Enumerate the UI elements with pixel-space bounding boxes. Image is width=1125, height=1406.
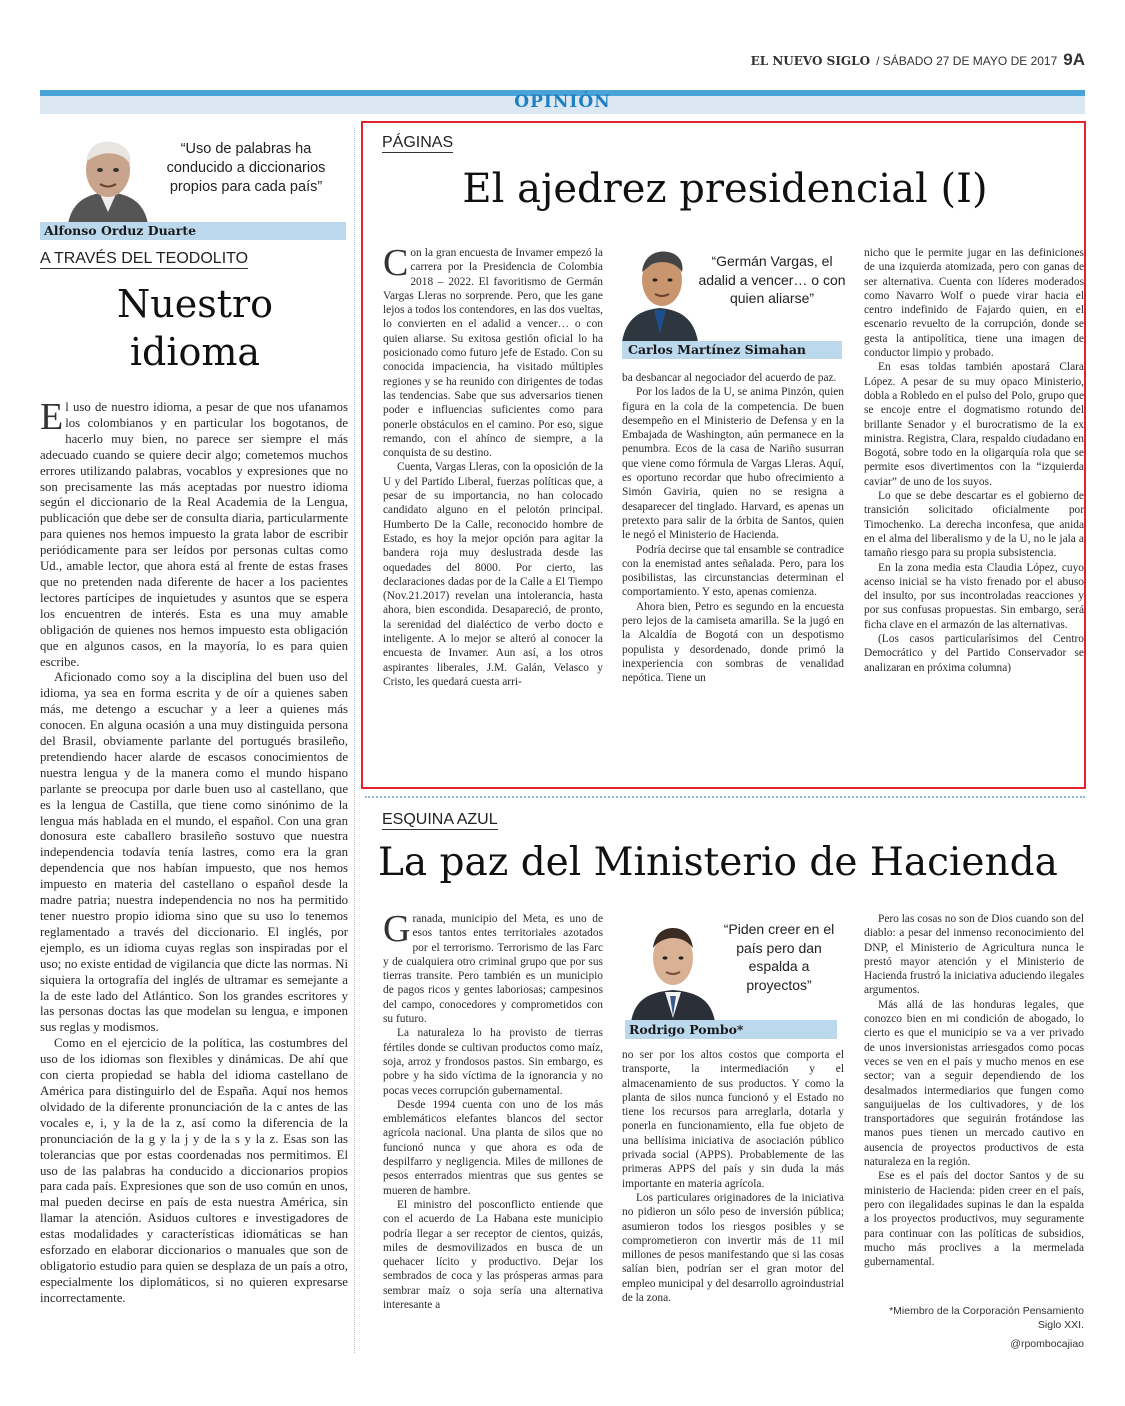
masthead [751, 50, 1085, 70]
section-divider [365, 796, 1085, 798]
paragraph: Granada, municipio del Meta, es uno de esos tantos entes territoriales azotados por el terrorismo. Terrorismo de las Farc y de cualquiera otro criminal grupo que por sus tierras transite. Pero también es un municipio de pagos ricos y gentes laboriosas; campesinos del campo, conocedores y comprometidos con su futuro. [383, 912, 603, 1026]
paper-name: EL NUEVO SIGLO [750, 54, 871, 68]
paragraph: Ese es el país del doctor Santos y de su ministerio de Hacienda: piden creer en el país, pero con ilegalidades supinas le dan la espalda a los proyectos productivos, muy seguramente para continuar con las políticas de subsidios, mucho más proclives a la mermelada gubernamental. [864, 1170, 1084, 1269]
pull-quote-pombo: “Piden creer en el país pero dan espalda a proyectos” [723, 921, 835, 993]
twitter-handle: @rpombocajiao [1010, 1338, 1084, 1350]
paragraph: no ser por los altos costos que comporta el transporte, la intermediación y el almacenamiento de sus productos. Y como la planta de silos nunca funcionó y el Estado no tiene los recursos para arreglarla, dotarla y ponerla en funcionamiento, ella fue objeto de una bellísima iniciativa de asociación público privada social (APPS). Probablemente de las primeras APPS del país y sin duda la más importante en materia agrícola. [622, 1049, 844, 1190]
author-photo-pombo [625, 912, 721, 1022]
headline-idioma: Nuestro idioma [116, 282, 274, 374]
hacienda-column-3 [864, 912, 1084, 1307]
ajedrez-column-1 [383, 246, 603, 786]
paragraph: Pero las cosas no son de Dios cuando son del diablo: a pesar del inmenso reconocimiento del DNP, el Ministerio de Agricultura nunca le prestó mayor atención y el Ministerio de Hacienda frustró la iniciativa aduciendo ilegales argumentos. [864, 913, 1084, 997]
author-photo-orduz [62, 132, 154, 224]
paragraph: El ministro del posconflicto entiende que con el acuerdo de La Habana este municipio podría llegar a ser receptor de cientos, quizás, miles de desmovilizados en busca de un quehacer lícito y productivo. Dejar los sembrados de coca y las prósperas armas para sembrar maíz o soja sería una alternativa interesante a [383, 1198, 603, 1312]
paragraph: Más allá de las honduras legales, que conozco bien en mi condición de abogado, lo cierto es que el municipio se va a ver privado de unos inversionistas arriesgados como pocas veces se ven en el país y mucho menos en ese sector; van a seguir dependiendo de los desalmados intermediarios que fungen como sanguijuelas de los cultivadores, y de los transportadores que seguirán frotándose las manos pues tienen un mercado cautivo en ausencia de proyectos productivos de esta naturaleza en la región. [864, 998, 1084, 1169]
paragraph: ba desbancar al negociador del acuerdo de paz. [622, 372, 837, 384]
section-title: OPINIÓN [514, 92, 611, 112]
paragraph: Como en el ejercicio de la política, las costumbres del uso de los idiomas son flexibles y dinámicas. De ahí que con cierta propiedad se habla del idioma castellano de América para distinguirlo del de España. Aquí nos hemos olvidado de la diferente pronunciación de la c antes de las vocales e, i, y la de la z, así como la diferencia de la pronunciación de la g y la j y de la s y la z. Esas son las tolerancias que por estas coordenadas nos permitimos. El uso de las palabras ha conducido a diccionarios propios para cada país. Expresiones que son de uso común en unos, mal pueden decirse en país de esta nuestra América, sin llamar la atención. Asiduos cultores e investigadores de estas modalidades y características idiomáticas se han esforzado en elaborar diccionarios o manuales que son de obligatorio estudio para quien se desplaza de un país a otro, especialmente los diplomáticos, si no quieren expresarse incorrectamente. [40, 1036, 348, 1305]
paragraph: Los particulares originadores de la iniciativa no pidieron un sólo peso de inversión pública; asumieron todos los riesgos posibles y se comprometieron con invertir más de 11 mil millones de pesos manifestando que si las cosas salían bien, podrían ser el gran motor del empleo municipal y del desarrollo agroindustrial de la zona. [622, 1191, 844, 1305]
page-number: 9A [1063, 50, 1085, 69]
paragraph: La naturaleza lo ha provisto de tierras fértiles donde se cultivan productos como maíz, soja, arroz y frondosos pastos. Sin embargo, es pobre y ha sido víctima de la ignorancia y no pocas veces corrupción gubernamental. [383, 1027, 603, 1097]
ajedrez-column-2 [622, 371, 844, 786]
author-name-orduz: Alfonso Orduz Duarte [40, 222, 346, 240]
author-footnote: *Miembro de la Corporación Pensamiento Siglo XXI. [889, 1305, 1084, 1331]
paragraph: En esas toldas también apostará Clara López. A pesar de su muy opaco Ministerio, dobla a Robledo en el pulso del Polo, grupo que se encoje entre el dogmatismo rotundo del brillante Senador y el burocratismo de la ex ministra. Registra, Clara, respaldo ciudadano en Bogotá, sobre todo en la oligarquía rola que se permite esos divertimentos con la “izquierda caviar” de uno de los suyos. [864, 361, 1084, 488]
ajedrez-column-3 [864, 246, 1084, 784]
paragraph: Podría decirse que tal ensamble se contradice con la enemistad antes señalada. Pero, para los posibilistas, las circunstancias determinan el comportamiento. Y esto, apenas comienza. [622, 543, 844, 599]
headline-paz-hacienda: La paz del Ministerio de Hacienda [378, 840, 1058, 885]
author-name-pombo: Rodrigo Pombo* [625, 1020, 837, 1039]
column-divider [354, 128, 355, 1353]
paragraph: Lo que se debe descartar es el gobierno de transición solicitado oficialmente por Timochenko. La derecha inconfesa, que anida en el alma del liberalismo y de la U, no le jala a tamaño riesgo para su propia subsistencia. [864, 490, 1084, 560]
paragraph: Desde 1994 cuenta con uno de los más emblemáticos elefantes blancos del sector agrícola nacional. Una planta de silos que no funcionó nunca y que ahora es oda de despilfarro y negligencia. Miles de millones de pesos enterrados mientras que sus gentes se mueren de hambre. [383, 1098, 603, 1197]
paragraph: Ahora bien, Petro es segundo en la encuesta pero lejos de la camiseta amarilla. Se la jugó en la Alcaldía de Bogotá con un despotismo populista y desordenado, donde primó la inexperiencia con sombras de venalidad nepótica. Tiene un [622, 600, 844, 685]
hacienda-column-1 [383, 912, 603, 1360]
paragraph: nicho que le permite jugar en las definiciones de una izquierda atomizada, pero con ganas de ser alternativa. Cuenta con líderes moderados como Navarro Wolf o puede virar hacia el centro indefinido de Fajardo quien, en el escenario revuelto de la corrupción, donde se gesta la antipolítica, tiene una imagen de conductor limpio y probado. [864, 247, 1084, 360]
kicker-esquina-azul: ESQUINA AZUL [382, 811, 498, 828]
hacienda-column-2 [622, 1048, 844, 1360]
paragraph: Cuenta, Vargas Lleras, con la oposición de la U y del Partido Liberal, fuerzas políticas que, a pesar de su importancia, no han colocado candidato alguno en el pelotón principal. Humberto De la Calle, reconocido hombre de Estado, es hoy la mejor opción para agitar la bandera roja muy deslustrada desde las oquedades del 8000. Por cierto, las declaraciones dadas por de la Calle a El Tiempo (Nov.21.2017) revelan una intolerancia, hasta ahora, bien escondida. Desapareció, de pronto, la serenidad del dialéctico de verbo docto e inteligente. A lo mejor se alteró al conocer la encuesta de Invamer. Aun así, a los otros aspirantes liberales, J.M. Galán, Velasco y Cristo, les quedará cuesta arri- [383, 461, 603, 688]
kicker-paginas: PÁGINAS [382, 134, 454, 151]
paragraph: Aficionado como soy a la disciplina del buen uso del idioma, ya sea en forma escrita y de oír a quienes saben más, me detengo a escuchar y a leer a quienes más conocen. En alguna ocasión a una muy distinguida persona del Brasil, obviamente parlante del portugués brasileño, pretendiendo hacer alarde de escasos conocimientos de nuestra lengua y de la manera como el mundo hispano parlante se preocupa por darle buen uso al castellano, que es la lengua de Castilla, que tiene como sinónimo de la lengua más hablada en el mundo, el español. Con una gran donosura este caballero brasileño sostuvo que nuestra independencia todavía tenía lastres, como era la gran dependencia que nos habían impuesto, que nos hemos impuesto en materia del castellano o español desde la madre patria; nuestra independencia no nos ha permitido tener nuestro propio idioma sino que su uso lo tenemos reglamentado a través del diccionario. El inglés, por ejemplo, es un idioma cuyas reglas son inspiradas por el uso; no existe entidad de vigilancia que dicte las normas. Ni siquiera la ortografía del inglés de ultramar es semejante a la de este lado del Atlántico. Son los grandes escritores y las personas doctas las que modelan su lengua, e imponen sus reglas y modismos. [40, 670, 348, 1035]
paragraph: (Los casos particularísimos del Centro Democrático y del Partido Conservador se analizaran en próxima columna) [864, 633, 1084, 674]
article-idioma-body [40, 400, 348, 1360]
headline-ajedrez: El ajedrez presidencial (I) [462, 166, 988, 212]
paragraph: El uso de nuestro idioma, a pesar de que nos ufanamos los colombianos y en particular los bogotanos, de hacerlo muy bien, no parece ser siempre el más adecuado cuando se quiere decir algo; cometemos muchos errores utilizando palabras, vocablos y expresiones que no son precisamente las más aceptadas por nuestro idioma según el diccionario de la Real Academia de la Lengua, publicación que debe ser de consulta diaria, particularmente para quienes nos hemos impuesto la grata labor de escribir periódicamente para ser leídos por personas cultas como Ud., amable lector, que ahora está al frente de estas frases que no pretenden nada diferente de hacer a los pacientes lectores partícipes de inquietudes y asuntos que se espera los encuentren de interés. Esta es una muy amable obligación de quienes nos hemos impuesto esta obligación que en algunos casos, en la mayoría, lo es para quien escribe. [40, 400, 348, 669]
paragraph: Con la gran encuesta de Invamer empezó la carrera por la Presidencia de Colombia 2018 – 2022. El favoritismo de Germán Vargas Lleras no sorprende. Pero, que les gane lejos a todos los contendores, en las dos vueltas, lo convierten en el adalid a vencer… o con quien aliarse. Su exitosa gestión oficial lo ha posicionado como futuro jefe de Estado. Con su conocida impaciencia, ha visitado múltiples regiones y se ha reunido con dirigentes de todas las tendencias. Sabe que sus adversarios tienen poder e influencias suficientes como para ponerle obstáculos en el camino. Por eso, sigue remando, con el ahínco de siempre, a la conquista de su destino. [383, 246, 603, 460]
paragraph: En la zona media esta Claudia López, cuyo acenso inicial se ha visto frenado por el abuso del insulto, por sus incontroladas reacciones y por sus confusas propuestas. Sin embargo, será ficha clave en el armazón de las alternativas. [864, 561, 1084, 631]
author-name-martinez: Carlos Martínez Simahan [622, 341, 842, 359]
pull-quote-orduz: “Uso de palabras ha conducido a diccionarios propios para cada país” [166, 141, 326, 195]
issue-date: / SÁBADO 27 DE MAYO DE 2017 [876, 54, 1058, 68]
paragraph: Por los lados de la U, se anima Pinzón, quien figura en la cola de la competencia. De buen desempeño en el Ministerio de Defensa y en la Embajada de Washington, aún permanece en la penumbra. Ecos de la casa de Nariño susurran que viene como fórmula de Vargas Lleras. Aquí, es oportuno recordar que hubo ofrecimiento a Simón Gaviria, quien no se resigna a desaparecer del tinglado. Harvard, es apenas un pretexto para salir de la órbita de Santos, quien le negó el Ministerio de Hacienda. [622, 386, 844, 542]
pull-quote-martinez: “Germán Vargas, el adalid a vencer… o con quien aliarse” [698, 253, 846, 306]
kicker-teodolito: A TRAVÉS DEL TEODOLITO [40, 250, 249, 267]
author-photo-martinez [622, 238, 698, 342]
